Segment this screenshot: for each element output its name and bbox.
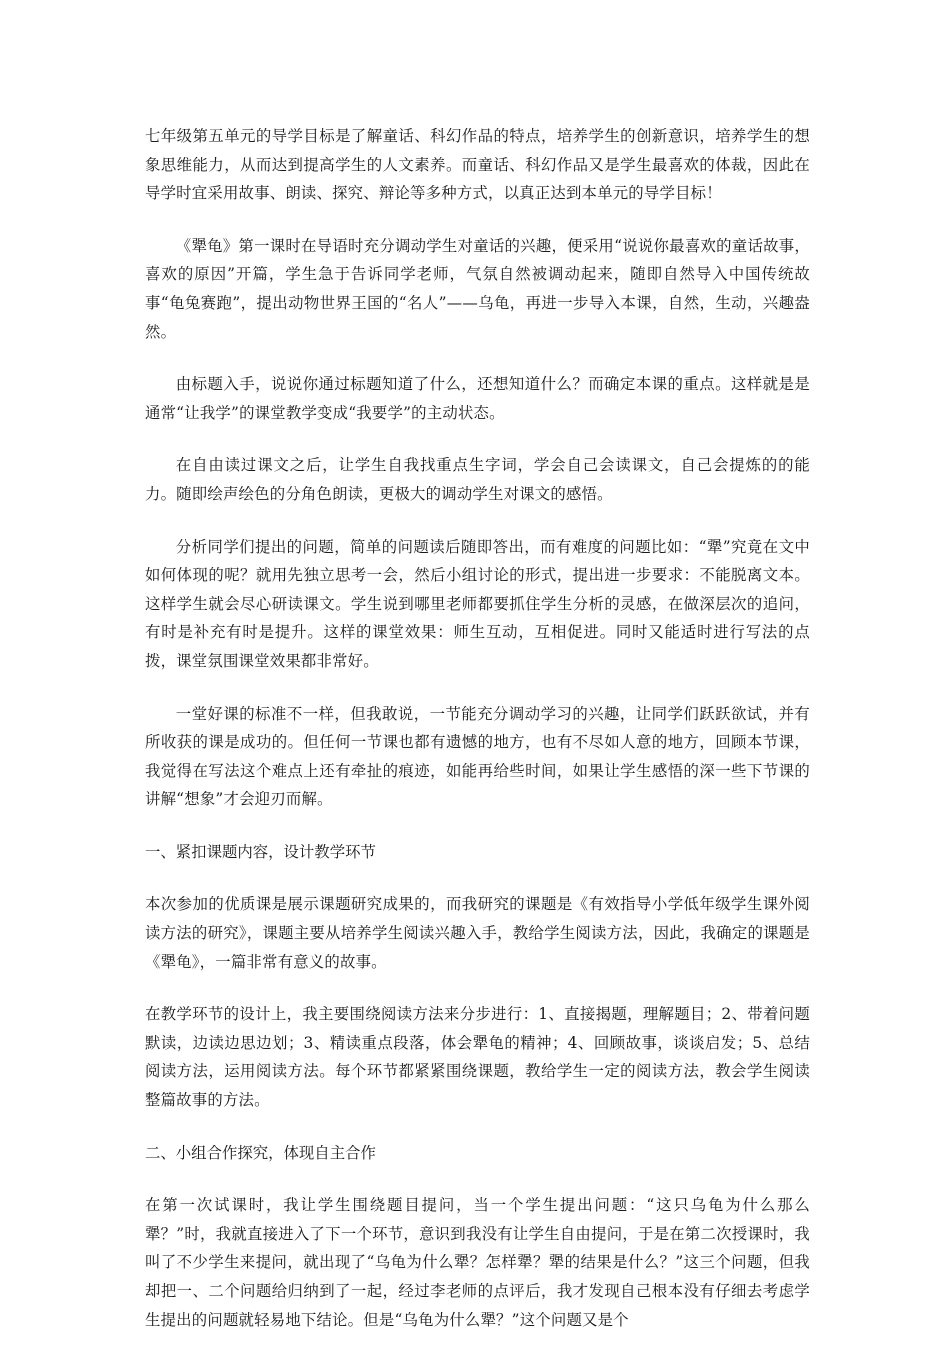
paragraph: 本次参加的优质课是展示课题研究成果的，而我研究的课题是《有效指导小学低年级学生课外阅读方法的研究》，课题主要从培养学生阅读兴趣入手，教给学生阅读方法，因此，我确定的课题是《犟龟》，一篇非常有意义的故事。 <box>145 895 810 971</box>
paragraph: 由标题入手，说说你通过标题知道了什么，还想知道什么？而确定本课的重点。这样就是是通常“让我学”的课堂教学变成“我要学”的主动状态。 <box>145 375 810 422</box>
paragraph: 一堂好课的标准不一样，但我敢说，一节能充分调动学习的兴趣，让同学们跃跃欲试，并有所收获的课是成功的。但任何一节课也都有遗憾的地方，也有不尽如人意的地方，回顾本节课，我觉得在写法这个难点上还有牵扯的痕迹，如能再给些时间，如果让学生感悟的深一些下节课的讲解“想象”才会迎刃而解。 <box>145 704 810 809</box>
paragraph: 《犟龟》第一课时在导语时充分调动学生对童话的兴趣，便采用“说说你最喜欢的童话故事，喜欢的原因”开篇，学生急于告诉同学老师，气氛自然被调动起来，随即自然导入中国传统故事“龟兔赛跑”，提出动物世界王国的“名人”——乌龟，再进一步导入本课，自然，生动，兴趣盎然。 <box>145 236 810 341</box>
paragraph: 在自由读过课文之后，让学生自我找重点生字词，学会自己会读课文，自己会提炼的的能力。随即绘声绘色的分角色朗读，更极大的调动学生对课文的感悟。 <box>145 456 810 503</box>
paragraph: 分析同学们提出的问题，简单的问题读后随即答出，而有难度的问题比如：“犟”究竟在文中如何体现的呢？就用先独立思考一会，然后小组讨论的形式，提出进一步要求：不能脱离文本。这样学生就会尽心研读课文。学生说到哪里老师都要抓住学生分析的灵感，在做深层次的追问，有时是补充有时是提升。这样的课堂效果：师生互动，互相促进。同时又能适时进行写法的点拨，课堂氛围课堂效果都非常好。 <box>145 537 810 670</box>
paragraph: 在第一次试课时，我让学生围绕题目提问，当一个学生提出问题：“这只乌龟为什么那么犟？”时，我就直接进入了下一个环节，意识到我没有让学生自由提问，于是在第二次授课时，我叫了不少学生来提问，就出现了“乌龟为什么犟？怎样犟？犟的结果是什么？”这三个问题，但我却把一、二个问题给归纳到了一起，经过李老师的点评后，我才发现自己根本没有仔细去考虑学生提出的问题就轻易地下结论。但是“乌龟为什么犟？”这个问题又是个 <box>145 1196 810 1329</box>
document-body <box>145 122 810 1358</box>
paragraph: 在教学环节的设计上，我主要围绕阅读方法来分步进行：1、直接揭题，理解题目；2、带着问题默读，边读边思边划；3、精读重点段落，体会犟龟的精神；4、回顾故事，谈谈启发；5、总结阅读方法，运用阅读方法。每个环节都紧紧围绕课题，教给学生一定的阅读方法，教会学生阅读整篇故事的方法。 <box>145 1005 810 1110</box>
section-heading: 二、小组合作探究，体现自主合作 <box>145 1143 376 1162</box>
paragraph: 七年级第五单元的导学目标是了解童话、科幻作品的特点，培养学生的创新意识，培养学生的想象思维能力，从而达到提高学生的人文素养。而童话、科幻作品又是学生最喜欢的体裁，因此在导学时宜采用故事、朗读、探究、辩论等多种方式，以真正达到本单元的导学目标！ <box>145 127 810 203</box>
section-heading: 一、紧扣课题内容，设计教学环节 <box>145 842 376 861</box>
